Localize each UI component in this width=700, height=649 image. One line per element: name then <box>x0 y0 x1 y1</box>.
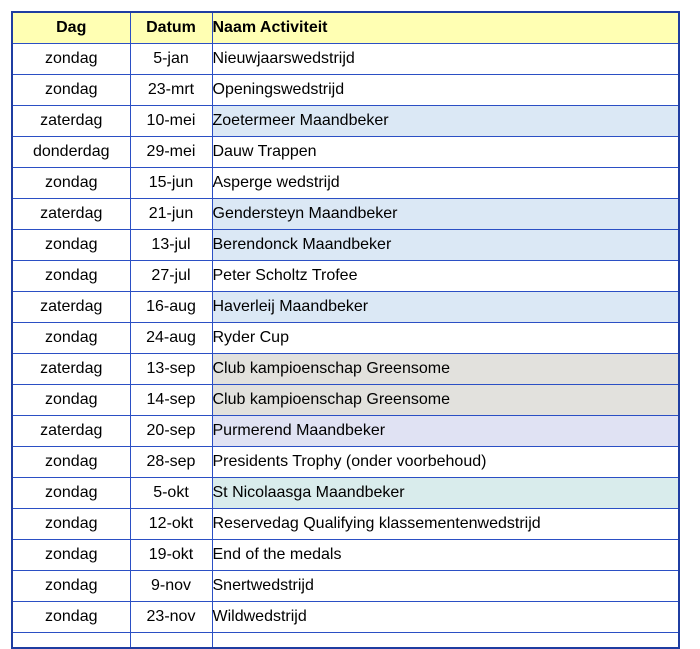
cell-activity: Nieuwjaarswedstrijd <box>212 44 679 75</box>
cell-date: 5-okt <box>130 478 212 509</box>
cell-date: 27-jul <box>130 261 212 292</box>
cell-day: zondag <box>12 602 130 633</box>
table-row-partial <box>12 633 679 649</box>
cell-date: 23-mrt <box>130 75 212 106</box>
cell-day: zondag <box>12 540 130 571</box>
table-row <box>12 230 679 261</box>
cell-date: 21-jun <box>130 199 212 230</box>
cell-date: 15-jun <box>130 168 212 199</box>
cell-date: 13-jul <box>130 230 212 261</box>
table-row <box>12 385 679 416</box>
cell-activity: Berendonck Maandbeker <box>212 230 679 261</box>
table-row <box>12 447 679 478</box>
column-header-day: Dag <box>12 12 130 44</box>
cell-day: zondag <box>12 261 130 292</box>
cell-day: zaterdag <box>12 292 130 323</box>
table-row <box>12 199 679 230</box>
cell-day: zondag <box>12 323 130 354</box>
cell-day: zondag <box>12 75 130 106</box>
table-row <box>12 354 679 385</box>
cell-empty <box>12 633 130 649</box>
cell-activity: Zoetermeer Maandbeker <box>212 106 679 137</box>
cell-activity: St Nicolaasga Maandbeker <box>212 478 679 509</box>
cell-activity: Gendersteyn Maandbeker <box>212 199 679 230</box>
cell-day: donderdag <box>12 137 130 168</box>
cell-activity: Purmerend Maandbeker <box>212 416 679 447</box>
column-header-activity: Naam Activiteit <box>212 12 679 44</box>
table-row <box>12 571 679 602</box>
cell-date: 16-aug <box>130 292 212 323</box>
cell-date: 14-sep <box>130 385 212 416</box>
cell-activity: Asperge wedstrijd <box>212 168 679 199</box>
cell-day: zondag <box>12 447 130 478</box>
table-row <box>12 261 679 292</box>
table-body <box>12 44 679 649</box>
cell-activity: Ryder Cup <box>212 323 679 354</box>
cell-activity: Peter Scholtz Trofee <box>212 261 679 292</box>
table-row <box>12 540 679 571</box>
cell-activity: Presidents Trophy (onder voorbehoud) <box>212 447 679 478</box>
table-row <box>12 416 679 447</box>
table-row <box>12 75 679 106</box>
table-row <box>12 137 679 168</box>
cell-day: zondag <box>12 44 130 75</box>
table-row <box>12 292 679 323</box>
cell-empty <box>212 633 679 649</box>
cell-day: zaterdag <box>12 354 130 385</box>
cell-date: 10-mei <box>130 106 212 137</box>
cell-day: zaterdag <box>12 199 130 230</box>
cell-date: 19-okt <box>130 540 212 571</box>
cell-day: zaterdag <box>12 106 130 137</box>
cell-date: 13-sep <box>130 354 212 385</box>
table-row <box>12 478 679 509</box>
cell-activity: Wildwedstrijd <box>212 602 679 633</box>
cell-date: 29-mei <box>130 137 212 168</box>
cell-activity: End of the medals <box>212 540 679 571</box>
table-row <box>12 168 679 199</box>
table-row <box>12 106 679 137</box>
cell-day: zondag <box>12 509 130 540</box>
cell-empty <box>130 633 212 649</box>
cell-activity: Haverleij Maandbeker <box>212 292 679 323</box>
column-header-date: Datum <box>130 12 212 44</box>
activity-schedule-table <box>11 11 680 649</box>
table-row <box>12 509 679 540</box>
table-header <box>12 12 679 44</box>
table-row <box>12 323 679 354</box>
cell-activity: Club kampioenschap Greensome <box>212 354 679 385</box>
cell-date: 12-okt <box>130 509 212 540</box>
cell-activity: Snertwedstrijd <box>212 571 679 602</box>
cell-day: zondag <box>12 168 130 199</box>
cell-day: zaterdag <box>12 416 130 447</box>
cell-activity: Openingswedstrijd <box>212 75 679 106</box>
cell-day: zondag <box>12 230 130 261</box>
cell-date: 23-nov <box>130 602 212 633</box>
cell-day: zondag <box>12 385 130 416</box>
cell-date: 5-jan <box>130 44 212 75</box>
cell-day: zondag <box>12 571 130 602</box>
cell-activity: Reservedag Qualifying klassementenwedstrijd <box>212 509 679 540</box>
table-row <box>12 602 679 633</box>
cell-activity: Dauw Trappen <box>212 137 679 168</box>
cell-date: 28-sep <box>130 447 212 478</box>
cell-date: 24-aug <box>130 323 212 354</box>
cell-activity: Club kampioenschap Greensome <box>212 385 679 416</box>
cell-date: 9-nov <box>130 571 212 602</box>
cell-day: zondag <box>12 478 130 509</box>
cell-date: 20-sep <box>130 416 212 447</box>
table-row <box>12 44 679 75</box>
header-row <box>12 12 679 44</box>
